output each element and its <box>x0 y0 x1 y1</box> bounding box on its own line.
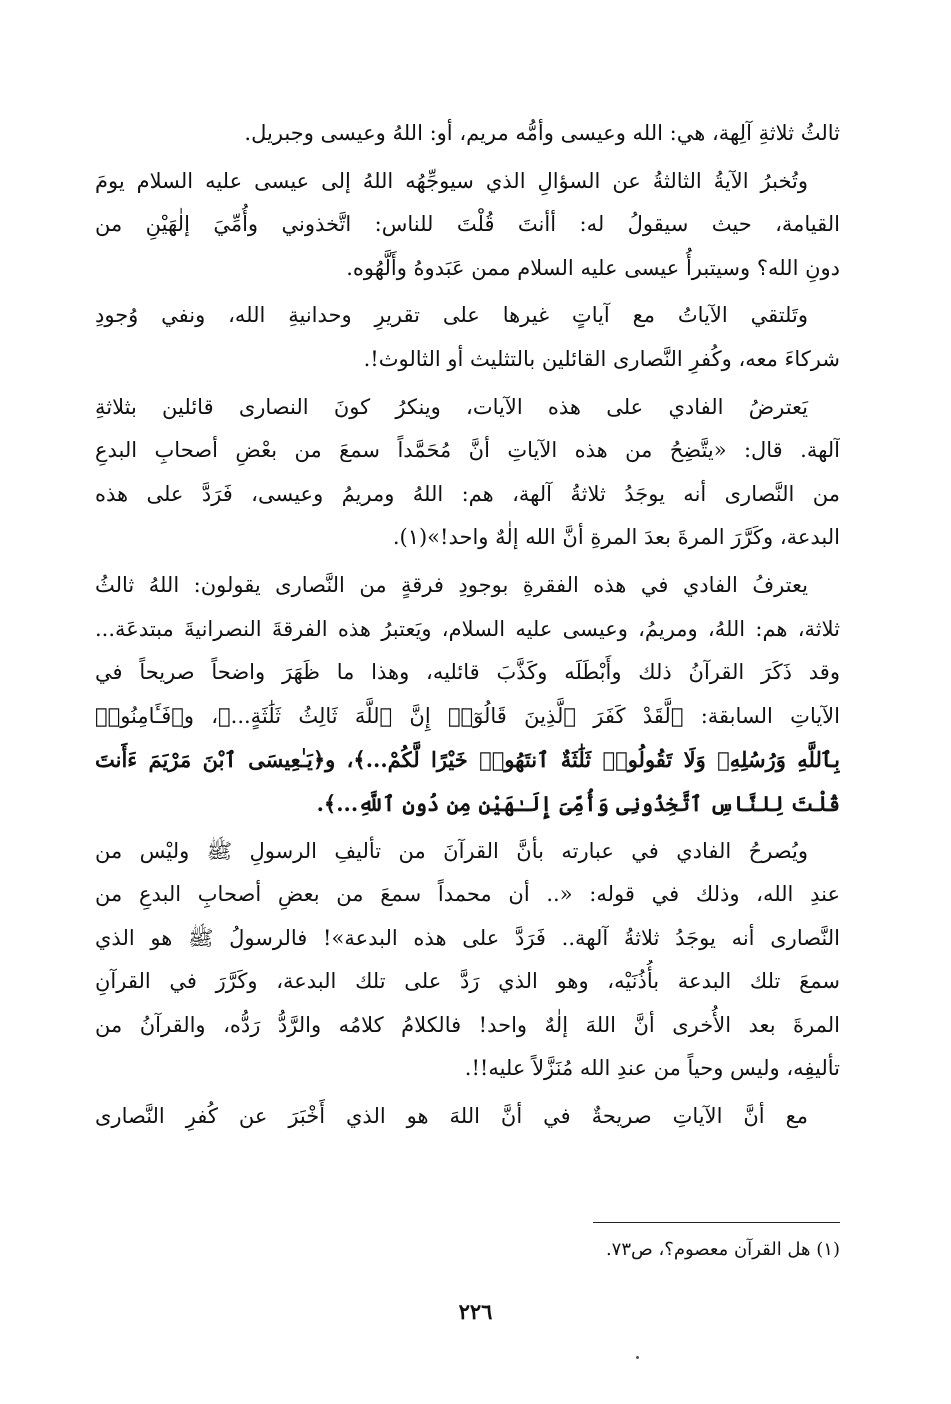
text-line: البدعة، وكَرَّرَ المرةَ بعدَ المرةِ أنَّ الله إلٰهٌ واحد!»(١). <box>392 525 840 550</box>
footnote-divider <box>593 1222 840 1223</box>
text-line: وقد ذَكَرَ القرآنُ ذلك وأَبْطَلَه وكَذَّبَ قائليه، وهذا ما ظَهَرَ واضحاً صريحاً في <box>95 660 840 685</box>
text-line: المرةَ بعد الأُخرى أنَّ اللهَ إلٰهٌ واحد! فالكلامُ كلامُه والرَّدُّ رَدُّه، والقرآنُ من <box>95 1012 840 1037</box>
text-line: ثلاثة، هم: اللهُ، ومريمُ، وعيسى عليه السلام، ويَعتبرُ هذه الفرقةَ النصرانيةَ مبتدعَة... <box>95 616 840 641</box>
page-number: ٢٢٦ <box>458 1299 493 1324</box>
quran-verse-line: الآياتِ السابقة: ﴿لَّقَدْ كَفَرَ ٱلَّذِينَ قَالُوٓا۟ إِنَّ ٱللَّهَ ثَالِثُ ثَلَٰثَةٍ...﴾، و﴿فَـَٔامِنُوا۟ <box>95 703 840 728</box>
scan-speck <box>636 1356 639 1359</box>
text-line: تأليفِه، وليس وحياً من عندِ الله مُنَزَّلاً عليه!!. <box>464 1056 840 1081</box>
text-line: من النَّصارى أنه يوجَدُ ثلاثةُ آلهة، هم: اللهُ ومريمُ وعيسى، فَرَدَّ على هذه <box>95 481 840 506</box>
text-line: يعترفُ الفادي في هذه الفقرةِ بوجودِ فرقةٍ من النَّصارى يقولون: اللهُ ثالثُ <box>95 572 808 597</box>
text-line: مع أنَّ الآياتِ صريحةٌ في أنَّ اللهَ هو الذي أَخْبَرَ عن كُفرِ النَّصارى <box>95 1104 808 1129</box>
page-body <box>95 112 840 1139</box>
text-line: ثالثُ ثلاثةِ آلِهة، هي: الله وعيسى وأمُّه مريم، أو: اللهُ وعيسى وجبريل. <box>244 121 840 145</box>
text-line: ويُصرحُ الفادي في عبارته بأنَّ القرآنَ من تأليفِ الرسولِ ﷺ وليْس من <box>95 838 808 863</box>
text-line: آلهة. قال: «يتَّضِحُ من هذه الآياتِ أنَّ مُحَمَّداً سمعَ من بعْضِ أصحابِ البدعِ <box>95 438 840 463</box>
footnote: (١) هل القرآن معصوم؟، ص٧٣. <box>605 1239 840 1260</box>
text-line: وتَلتقي الآياتُ مع آياتٍ غيرها على تقريرِ وحدانيةِ الله، ونفي وُجودِ <box>95 303 808 328</box>
text-line: عندِ الله، وذلك في قوله: «.. أن محمداً سمعَ من بعضِ أصحابِ البدعِ من <box>95 882 840 907</box>
text-line: دونِ الله؟ وسيتبرأُ عيسى عليه السلام ممن عَبَدوهُ وأَلَّهُوه. <box>346 255 840 280</box>
quran-verse-line: قُلْتَ لِلنَّاسِ ٱتَّخِذُونِى وَأُمِّىَ إِلَـٰهَيْنِ مِن دُونِ ٱللَّهِ...﴾. <box>316 790 840 816</box>
text-line: النَّصارى أنه يوجَدُ ثلاثةُ آلهة.. فَرَدَّ على هذه البدعة»! فالرسولُ ﷺ هو الذي <box>95 925 840 950</box>
text-line: وتُخبرُ الآيةُ الثالثةُ عن السؤالِ الذي سيوجِّهُه اللهُ إلى عيسى عليه السلام يومَ <box>95 168 808 193</box>
text-line: شركاءَ معه، وكُفرِ النَّصارى القائلين بالتثليث أو الثالوث!. <box>363 346 840 371</box>
quran-verse-line: بِٱللَّهِ وَرُسُلِهِۦ وَلَا تَقُولُوا۟ ثَلَٰثَةٌ ٱنتَهُوا۟ خَيْرًا لَّكُمْ...﴾، و﴿يَـٰعِيسَى ٱبْنَ مَرْيَمَ ءَأَنتَ <box>95 747 840 773</box>
text-line: سمعَ تلك البدعة بأُذُنَيْه، وهو الذي رَدَّ على تلك البدعة، وكَرَّرَ في القرآنِ <box>95 969 840 994</box>
text-line: يَعترضُ الفادي على هذه الآيات، وينكرُ كونَ النصارى قائلين بثلاثةِ <box>95 394 808 419</box>
text-line: القيامة، حيث سيقولُ له: أأنتَ قُلْتَ للناس: اتَّخذوني وأُمِّيَ إلٰهَيْنِ من <box>95 212 840 237</box>
